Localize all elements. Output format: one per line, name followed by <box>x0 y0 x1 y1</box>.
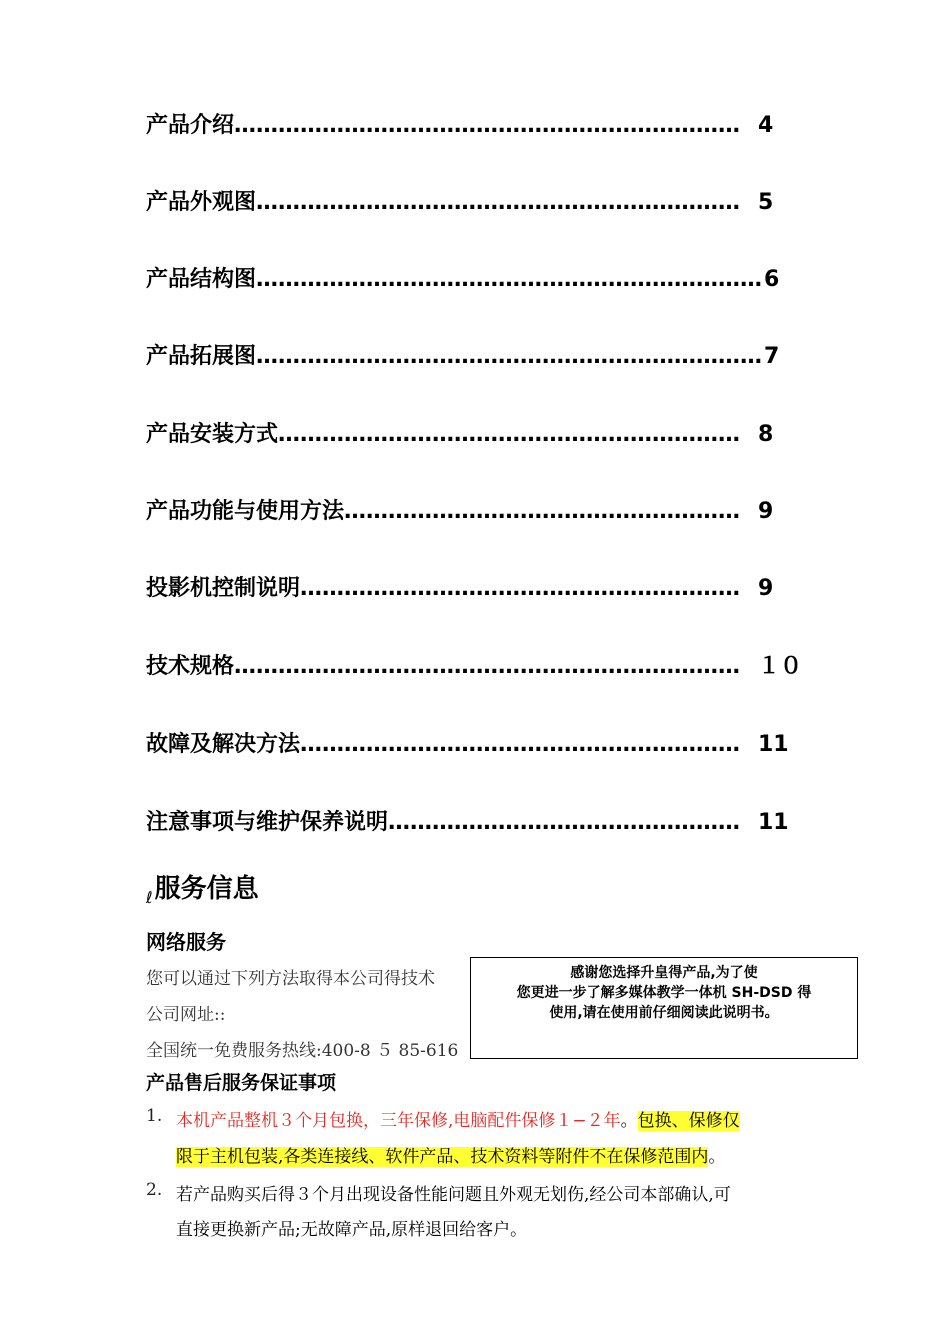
toc-leader-dots: …………………………………………………… <box>300 576 741 601</box>
toc-entry-title: 投影机控制说明 <box>146 576 301 601</box>
toc-entry-title: 技术规格 <box>146 654 235 679</box>
toc-entry[interactable] <box>146 342 796 372</box>
list-number-2: 2. <box>146 1180 163 1200</box>
toc-entry-title: 故障及解决方法 <box>146 732 301 757</box>
service-hotline: 全国统一免费服务热线:400-8 ５ 85-616 <box>146 1041 459 1061</box>
toc-entry-title: 产品拓展图 <box>146 344 257 369</box>
toc-entry[interactable] <box>146 574 796 604</box>
toc-entry-title: 产品外观图 <box>146 190 257 215</box>
toc-page-number: 8 <box>758 420 773 450</box>
toc-page-number: 6 <box>764 265 779 295</box>
network-service-heading: 网络服务 <box>146 930 226 954</box>
callout-line-3: 使用,请在使用前仔细阅读此说明书。 <box>549 1005 779 1021</box>
toc-leader-dots: …………………………………………………………… <box>256 267 763 292</box>
toc-leader-dots: ……………………………………………… <box>344 499 741 524</box>
toc-leader-dots: …………………………………………………………… <box>234 654 741 679</box>
service-info-heading <box>146 868 259 907</box>
warranty-terms-red: 本机产品整机３个月包换，三年保修,电脑配件保修１−２年 <box>176 1111 621 1131</box>
toc-page-number: 4 <box>758 111 773 141</box>
after-sales-item-1-line-2: 限于主机包装,各类连接线、软件产品、技术资料等附件不在保修范围内。 <box>176 1147 726 1167</box>
after-sales-item-2-line-1: 若产品购买后得３个月出现设备性能问题且外观无划伤,经公司本部确认,可 <box>176 1185 731 1205</box>
toc-leader-dots: …………………………………………………… <box>300 732 741 757</box>
after-sales-heading: 产品售后服务保证事项 <box>146 1072 337 1094</box>
toc-page-number: 5 <box>758 188 773 218</box>
toc-leader-dots: …………………………………………………………… <box>256 344 763 369</box>
toc-page-number: 7 <box>764 342 779 372</box>
toc-page-number: 11 <box>758 730 789 760</box>
toc-leader-dots: ………………………………………………………… <box>256 190 741 215</box>
toc-entry-title: 产品结构图 <box>146 267 257 292</box>
warranty-scope-highlight-a: 包换、保修仅 <box>637 1111 740 1131</box>
toc-entry[interactable] <box>146 652 803 682</box>
toc-leader-dots: ……………………………………………………… <box>278 422 741 447</box>
toc-entry[interactable] <box>146 188 796 218</box>
toc-entry[interactable] <box>146 111 796 141</box>
toc-entry-title: 产品功能与使用方法 <box>146 499 345 524</box>
toc-entry[interactable] <box>146 497 796 527</box>
toc-page-number: 9 <box>758 497 773 527</box>
toc-page-number: 9 <box>758 574 773 604</box>
service-intro-text: 您可以通过下列方法取得本公司得技术 <box>146 969 435 989</box>
toc-entry[interactable] <box>146 808 796 838</box>
toc-entry-title: 注意事项与维护保养说明 <box>146 810 389 835</box>
after-sales-item-2-line-2: 直接更换新产品;无故障产品,原样退回给客户。 <box>176 1220 528 1240</box>
company-website-label: 公司网址:: <box>146 1005 226 1025</box>
heading-marker: ℓ <box>146 888 153 907</box>
toc-entry[interactable] <box>146 730 796 760</box>
thank-you-callout-box <box>470 957 858 1059</box>
service-info-title: 服务信息 <box>154 874 259 904</box>
toc-leader-dots: ………………………………………… <box>388 810 741 835</box>
toc-page-number: 11 <box>758 808 789 838</box>
callout-line-1: 感谢您选择升皇得产品,为了使 <box>570 965 758 981</box>
toc-entry-title: 产品安装方式 <box>146 422 279 447</box>
list-number-1: 1. <box>146 1106 163 1126</box>
toc-leader-dots: …………………………………………………………… <box>234 113 741 138</box>
toc-entry[interactable] <box>146 265 796 295</box>
after-sales-item-1-line-1: 本机产品整机３个月包换，三年保修,电脑配件保修１−２年。包换、保修仅 <box>176 1111 740 1131</box>
toc-entry[interactable] <box>146 420 796 450</box>
toc-page-number: １０ <box>758 652 802 682</box>
warranty-scope-highlight-b: 限于主机包装,各类连接线、软件产品、技术资料等附件不在保修范围内 <box>176 1147 709 1167</box>
toc-entry-title: 产品介绍 <box>146 113 235 138</box>
callout-line-2: 您更进一步了解多媒体教学一体机 SH-DSD 得 <box>516 985 812 1001</box>
